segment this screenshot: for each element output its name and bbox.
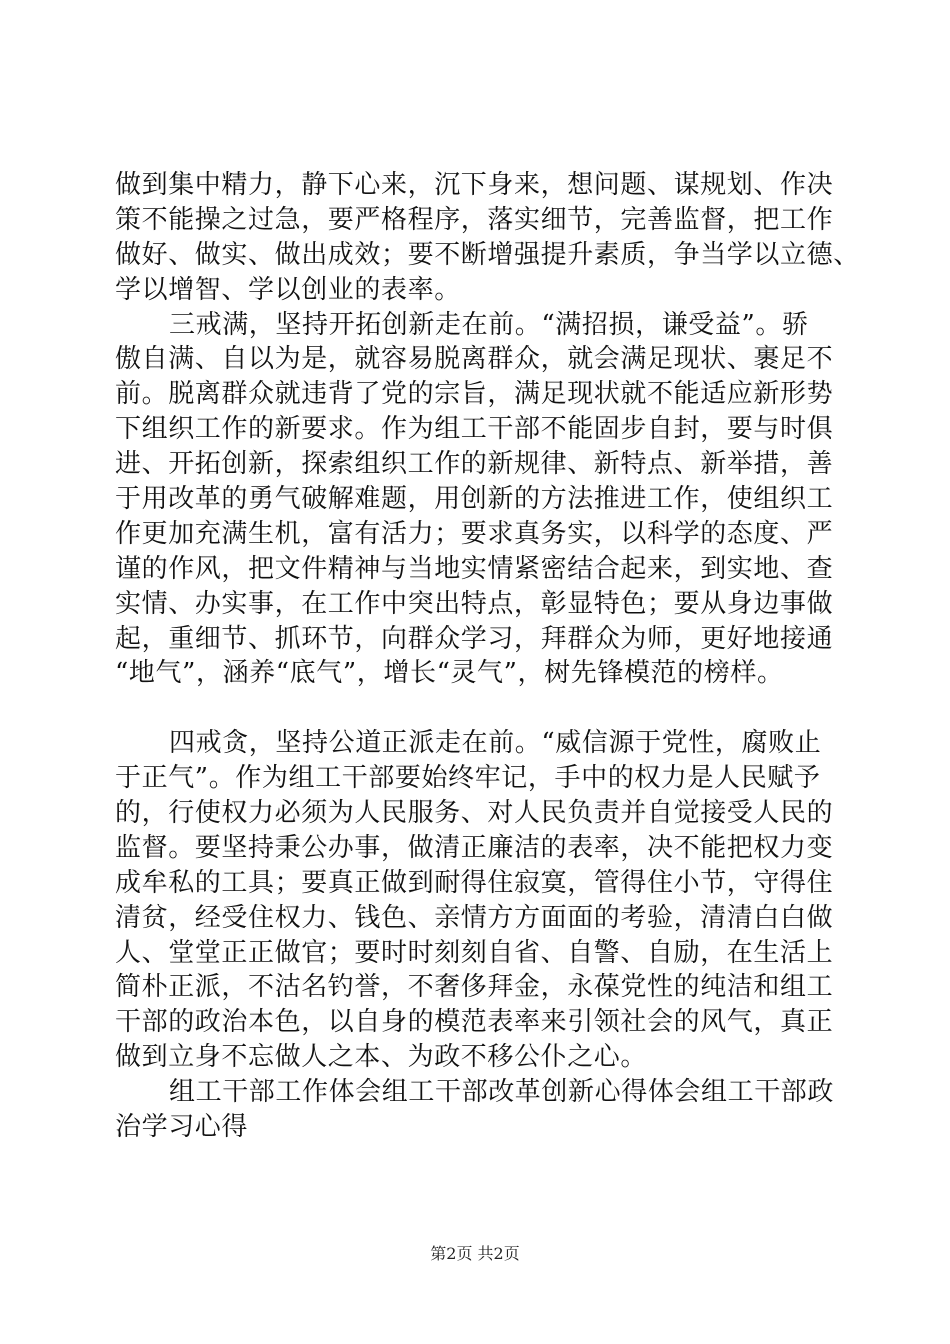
blank-line xyxy=(115,691,855,726)
text-line: 谨的作风，把文件精神与当地实情紧密结合起来，到实地、查 xyxy=(115,553,834,584)
text-line: 人、堂堂正正做官；要时时刻刻自省、自警、自励，在生活上 xyxy=(115,937,834,968)
text-line: 三戒满，坚持开拓创新走在前。“满招损，谦受益”。骄 xyxy=(169,309,809,340)
text-line: 于用改革的勇气破解难题，用创新的方法推进工作，使组织工 xyxy=(115,484,834,515)
text-line: 策不能操之过急，要严格程序，落实细节，完善监督，把工作 xyxy=(115,204,834,235)
text-line: 四戒贪，坚持公道正派走在前。“威信源于党性，腐败止 xyxy=(169,728,822,759)
text-line: 做到立身不忘做人之本、为政不移公仆之心。 xyxy=(115,1042,648,1073)
document-body xyxy=(115,168,860,1145)
text-line: 起，重细节、抓环节，向群众学习，拜群众为师，更好地接通 xyxy=(115,623,834,654)
text-line: 实情、办实事，在工作中突出特点，彰显特色；要从身边事做 xyxy=(115,588,834,619)
text-line: 进、开拓创新，探索组织工作的新规律、新特点、新举措，善 xyxy=(115,449,834,480)
text-line: “地气”，涵养“底气”，增长“灵气”，树先锋模范的榜样。 xyxy=(115,658,784,689)
text-line: 作更加充满生机，富有活力；要求真务实，以科学的态度、严 xyxy=(115,518,834,549)
text-line: 做好、做实、做出成效；要不断增强提升素质，争当学以立德、 xyxy=(115,239,860,270)
text-line: 治学习心得 xyxy=(115,1112,249,1143)
text-line: 清贫，经受住权力、钱色、亲情方方面面的考验，清清白白做 xyxy=(115,902,834,933)
text-line: 监督。要坚持秉公办事，做清正廉洁的表率，决不能把权力变 xyxy=(115,832,834,863)
text-line: 干部的政治本色，以自身的模范表率来引领社会的风气，真正 xyxy=(115,1007,834,1038)
text-line: 于正气”。作为组工干部要始终牢记，手中的权力是人民赋予 xyxy=(115,763,821,794)
text-line: 做到集中精力，静下心来，沉下身来，想问题、谋规划、作决 xyxy=(115,170,834,200)
page-footer: 第2页 共2页 xyxy=(430,1244,520,1263)
text-line: 简朴正派，不沽名钓誉，不奢侈拜金，永葆党性的纯洁和组工 xyxy=(115,972,834,1003)
text-line: 的，行使权力必须为人民服务、对人民负责并自觉接受人民的 xyxy=(115,798,834,829)
text-line: 傲自满、自以为是，就容易脱离群众，就会满足现状、裹足不 xyxy=(115,344,834,375)
text-line: 组工干部工作体会组工干部改革创新心得体会组工干部政 xyxy=(169,1077,835,1108)
text-line: 学以增智、学以创业的表率。 xyxy=(115,274,461,305)
text-line: 前。脱离群众就违背了党的宗旨，满足现状就不能适应新形势 xyxy=(115,379,834,410)
text-line: 下组织工作的新要求。作为组工干部不能固步自封，要与时俱 xyxy=(115,414,834,445)
text-line: 成牟私的工具；要真正做到耐得住寂寞，管得住小节，守得住 xyxy=(115,867,834,898)
